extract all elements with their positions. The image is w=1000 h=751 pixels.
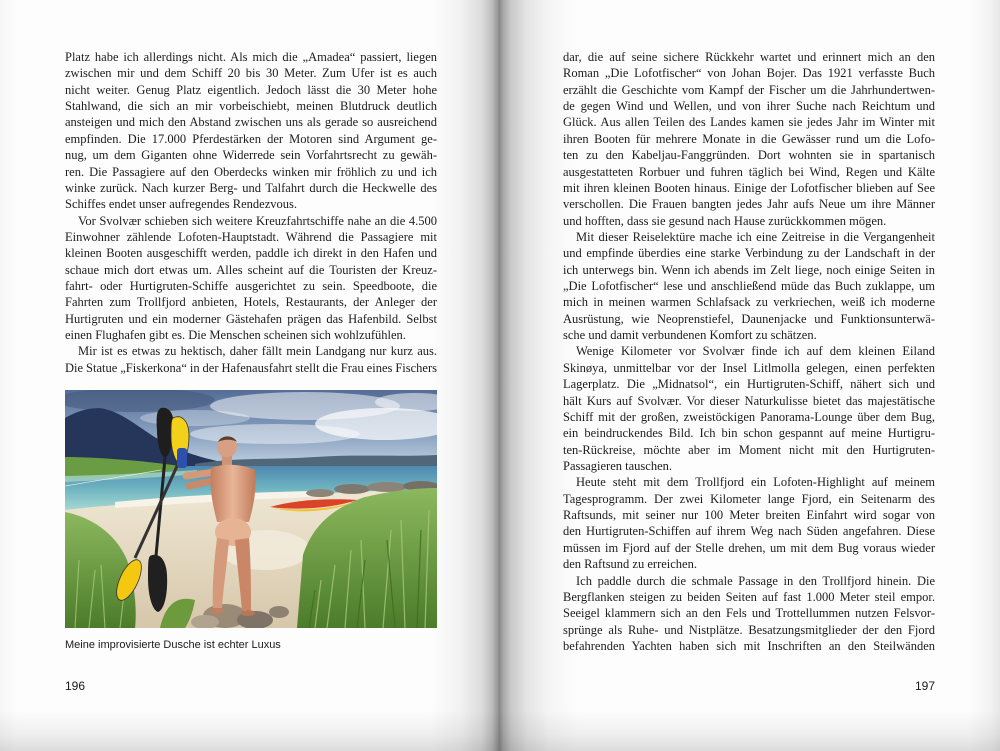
text-line: sprünge als Ruhe- und Nistplätze. Besatzungsmitglieder der den Fjord	[563, 622, 935, 637]
text-line: Glück. Aus allen Teilen des Landes kamen sie jedes Jahr im Winter mit	[563, 115, 935, 130]
text-line: Schiffes endet unser aufregendes Rendezvous.	[65, 197, 297, 212]
text-line: Ich paddle durch die schmale Passage in den Trollfjord hinein. Die	[576, 573, 935, 588]
text-line: ich unterwegs bin. Wenn ich abends im Zelt liege, noch einige Seiten in	[563, 262, 935, 277]
text-line: hält Kurs auf Svolvær. Vor dieser Naturkulisse bietet das majestätische	[563, 393, 935, 408]
text-line: Einwohner zählende Lofoten-Hauptstadt. Während die Passagiere mit	[65, 229, 437, 244]
text-line: Lagerplatz. Die „Midnatsol“, ein Hurtigruten-Schiff, nähert sich und	[563, 377, 935, 392]
text-line: kleinen Booten ausgeschifft werden, paddle ich direkt in den Hafen und	[65, 246, 437, 261]
text-line: verschollen. Die Frauen bangten jedes Jahr aufs Neue um ihre Männer	[563, 197, 935, 212]
text-line: Mir ist es etwas zu hektisch, daher fällt mein Landgang nur kurz aus.	[78, 344, 437, 359]
text-line: ten zu den Kabeljau-Fanggründen. Dort wohnten sie in spartanisch	[563, 148, 935, 163]
text-line: Hurtigruten und ein moderner Gästehafen prägen das Hafenbild. Selbst	[65, 311, 437, 326]
text-line: Stahlwand, die sich an mir vorbeischiebt, meinen Blutdruck deutlich	[65, 99, 437, 114]
text-line: erzählt die Geschichte vom Kampf der Fischer um die Jahrhundertwen-	[563, 82, 935, 97]
text-line: einen Flughafen gibt es. Die Menschen scheinen sich wohlzufühlen.	[65, 328, 406, 343]
right-text-column	[563, 49, 935, 654]
left-text-column	[65, 49, 437, 376]
text-line: Schiff mit der großen, zweistöckigen Panorama-Lounge über dem Bug,	[563, 409, 935, 424]
text-line: Raftsunds, mit seiner nur 100 Meter breiten Einfahrt wird sogar von	[563, 508, 935, 523]
text-line: Tagesprogramm. Der zwei Kilometer lange Fjord, ein Seitenarm des	[563, 491, 935, 506]
paragraph	[65, 49, 437, 213]
text-line: ausgestatteten Rorbuer und fuhren täglich bei Wind, Regen und Kälte	[563, 164, 935, 179]
text-line: Skinøya, unmittelbar vor der Insel Litlmolla gelegen, einen perfekten	[563, 360, 935, 375]
left-page	[0, 0, 499, 751]
text-line: empfinden. Die 17.000 Pferdestärken der Motoren sind Argument ge-	[65, 131, 437, 146]
text-line: Die Statue „Fiskerkona“ in der Hafenausfahrt stellt die Frau eines Fischers	[65, 360, 437, 375]
text-line: nicht weiter. Genug Platz eigentlich. Jedoch lässt die 30 Meter hohe	[65, 82, 437, 97]
text-line: und hofften, dass sie gesund nach Hause zurückkommen mögen.	[563, 213, 887, 228]
text-line: den Hurtigruten-Schiffen auf ihrem Weg nach Süden angefahren. Diese	[563, 524, 935, 539]
text-line: Ausrüstung, wie Neoprenstiefel, Daunenjacke und Funktionsunterwä-	[563, 311, 935, 326]
paragraph	[563, 343, 935, 474]
paragraph	[563, 474, 935, 572]
paragraph	[65, 213, 437, 344]
text-line: Mit dieser Reiselektüre mache ich eine Zeitreise in die Vergangenheit	[576, 229, 935, 244]
text-line: winke zurück. Nach kurzer Berg- und Talfahrt durch die Heckwelle des	[65, 180, 437, 195]
text-line: Seeigel klammern sich an den Fels und Trottellummen nutzen Felsvor-	[563, 606, 935, 621]
text-line: ihren Booten für mehrere Monate in die Gewässer rund um die Lofo-	[563, 131, 935, 146]
beach-shower-photo	[65, 390, 437, 628]
page-number-right: 197	[914, 679, 935, 693]
text-line: Platz habe ich allerdings nicht. Als mich die „Amadea“ passiert, liegen	[65, 50, 437, 64]
text-line: „Die Lofotfischer“ lese und anschließend müde das Buch zuklappe, um	[563, 279, 935, 294]
text-line: mit ihren kleinen Booten hinaus. Einige der Lofotfischer blieben auf See	[563, 180, 935, 195]
text-line: Wenige Kilometer vor Svolvær finde ich auf dem kleinen Eiland	[576, 344, 935, 359]
text-line: Fahrten zum Trollfjord anbieten, Hotels, Restaurants, der Anleger der	[65, 295, 437, 310]
paragraph	[563, 49, 935, 229]
text-line: zwischen mir und dem Schiff 20 bis 30 Meter. Zum Ufer ist es auch	[65, 66, 437, 81]
text-line: de gegen Wind und Wellen, und von ihrer Suche nach Reichtum und	[563, 99, 935, 114]
text-line: mich in meinen warmen Schlafsack zu verkriechen, weiß ich moderne	[563, 295, 935, 310]
text-line: Bergflanken steigen zu beiden Seiten auf fast 1.000 Meter steil empor.	[563, 589, 935, 604]
text-line: ein beindruckendes Bild. Ich bin schon gespannt auf meine Hurtigru-	[563, 426, 935, 441]
text-line: Roman „Die Lofotfischer“ von Johan Bojer. Das 1921 verfasste Buch	[563, 66, 935, 81]
text-line: ansteigen und mich den Abstand zwischen uns als gerade so ausreichend	[65, 115, 437, 130]
paragraph	[563, 229, 935, 344]
text-line: müssen im Fjord auf der Stelle drehen, um mit dem Bug voraus wieder	[563, 540, 935, 555]
text-line: und empfinde überdies eine starke Verbindung zu der Landschaft in der	[563, 246, 935, 261]
text-line: ren. Die Passagiere auf den Oberdecks winken mir fröhlich zu und ich	[65, 164, 437, 179]
paragraph	[65, 343, 437, 376]
figure-caption: Meine improvisierte Dusche ist echter Luxus	[65, 639, 281, 651]
text-line: Vor Svolvær schieben sich weitere Kreuzfahrtschiffe nahe an die 4.500	[78, 213, 437, 228]
text-line: nug, um dem Giganten ohne Widerrede sein Vorfahrtsrecht zu gewäh-	[65, 148, 437, 163]
paragraph	[563, 573, 935, 655]
text-line: fahrt- oder Hurtigruten-Schiffe ausgerichtet zu sein. Speedboote, die	[65, 279, 437, 294]
text-line: Passagieren tauschen.	[563, 458, 672, 473]
page-number-left: 196	[65, 679, 86, 693]
text-line: den Raftsund zu erreichen.	[563, 557, 697, 572]
text-line: Heute steht mit dem Trollfjord ein Lofoten-Highlight auf meinem	[576, 475, 935, 490]
text-line: dar, die auf seine sichere Rückkehr wartet und erinnert mich an den	[563, 50, 935, 64]
text-line: schaue mich dort etwas um. Alles scheint auf die Touristen der Kreuz-	[65, 262, 437, 277]
right-page	[499, 0, 1000, 751]
text-line: ten-Rückreise, möchte aber im Moment nicht mit den Hurtigruten-	[563, 442, 935, 457]
text-line: sche und damit verbundenen Komfort zu schätzen.	[563, 328, 817, 343]
text-line: befahrenden Yachten haben sich mit Inschriften an den Steilwänden	[563, 638, 935, 653]
